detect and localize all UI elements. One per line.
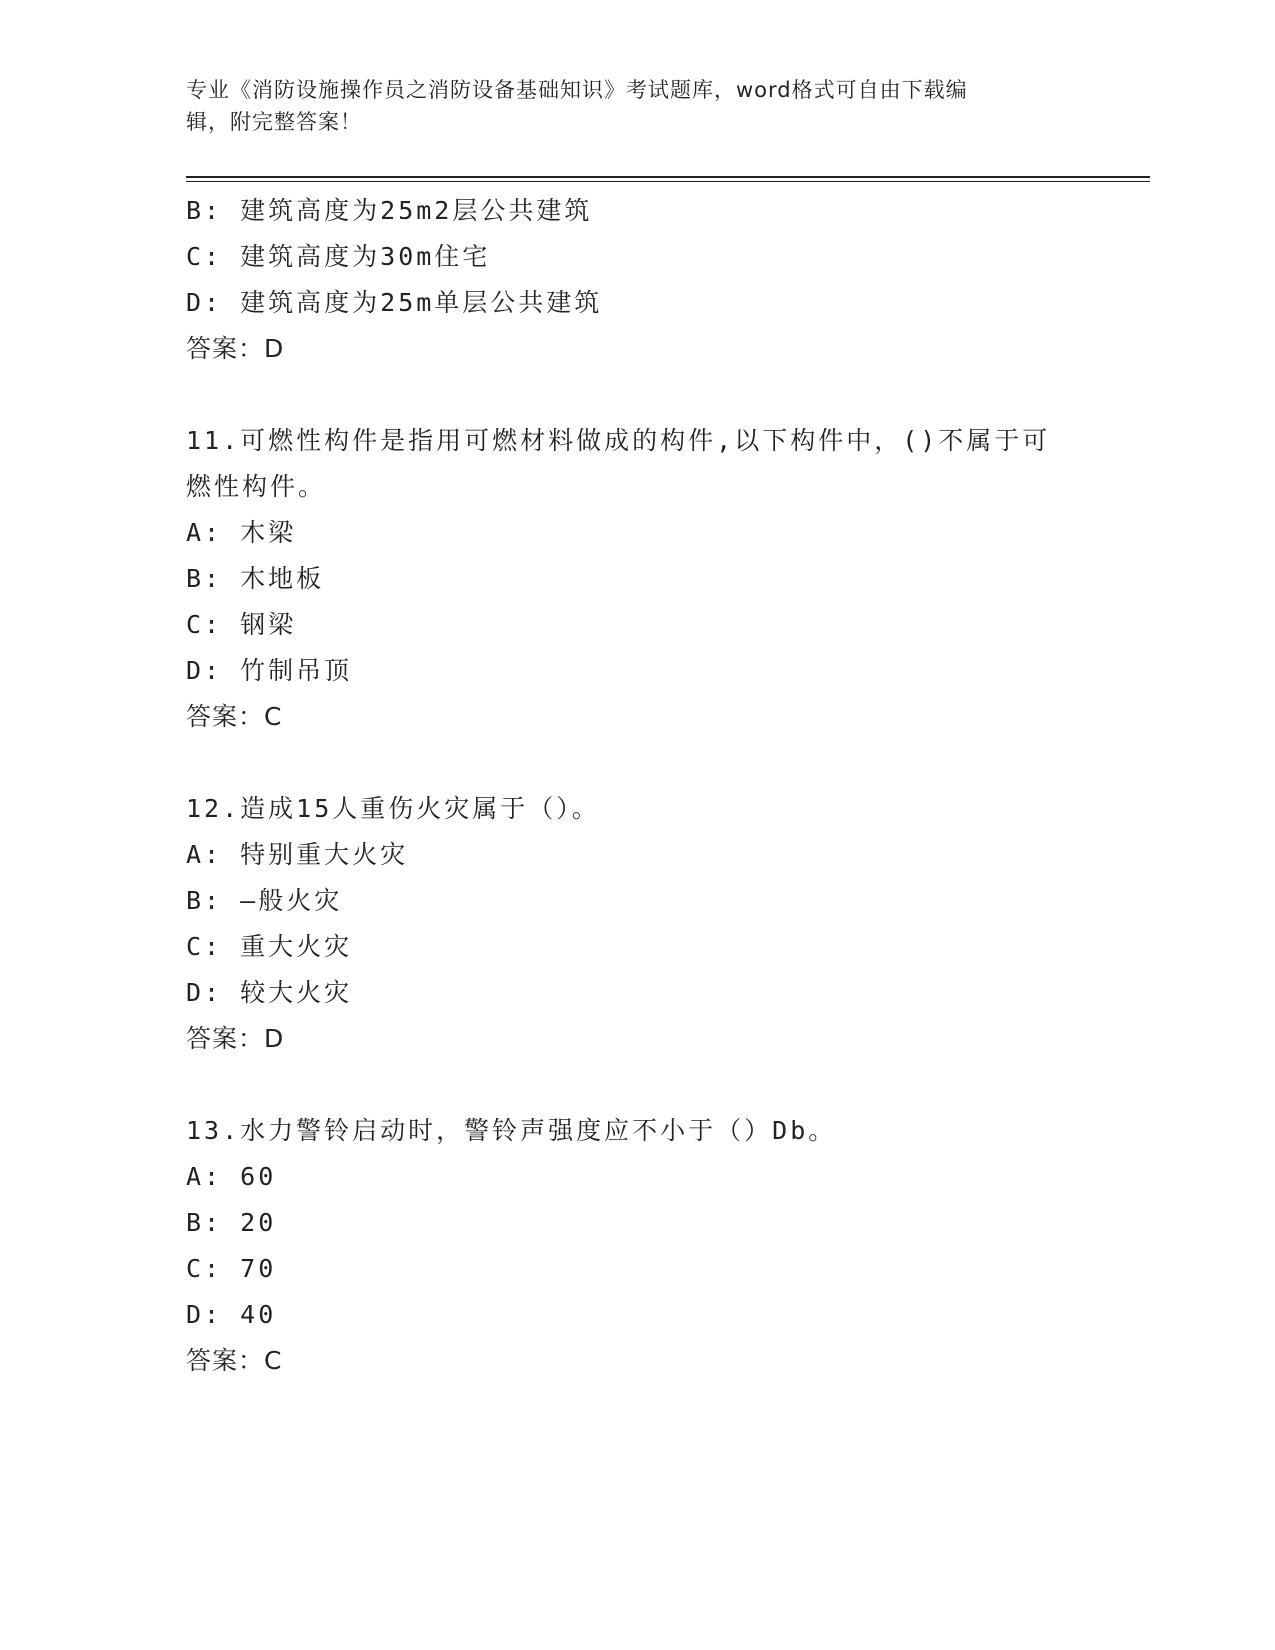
option-d: D: 建筑高度为25m单层公共建筑 xyxy=(186,288,603,317)
header-line-1: 专业《消防设施操作员之消防设备基础知识》考试题库，word格式可自由下载编 xyxy=(186,78,968,102)
option-b: B: 木地板 xyxy=(186,564,325,593)
option-d: D: 较大火灾 xyxy=(186,978,353,1007)
spacer xyxy=(186,372,1086,418)
question-stem: 11.可燃性构件是指用可燃材料做成的构件,以下构件中，()不属于可 xyxy=(186,426,1051,455)
option-c: C: 重大火灾 xyxy=(186,932,353,961)
option-a: A: 特别重大火灾 xyxy=(186,840,409,869)
question-stem: 12.造成15人重伤火灾属于（）。 xyxy=(186,794,600,823)
option-d: D: 40 xyxy=(186,1300,277,1329)
option-b: B: 20 xyxy=(186,1208,277,1237)
header-line-2: 辑，附完整答案！ xyxy=(186,110,362,134)
question-content xyxy=(186,188,1086,1384)
answer: 答案：C xyxy=(186,1346,283,1375)
question-stem-continued: 燃性构件。 xyxy=(186,472,327,501)
answer: 答案：D xyxy=(186,1024,285,1053)
question-11 xyxy=(186,418,1086,740)
option-c: C: 建筑高度为30m住宅 xyxy=(186,242,491,271)
question-12 xyxy=(186,786,1086,1062)
option-a: A: 木梁 xyxy=(186,518,297,547)
answer: 答案：C xyxy=(186,702,283,731)
spacer xyxy=(186,1062,1086,1108)
option-b: B: —般火灾 xyxy=(186,886,343,915)
spacer xyxy=(186,740,1086,786)
question-13 xyxy=(186,1108,1086,1384)
previous-question-tail xyxy=(186,188,1086,372)
document-header xyxy=(186,74,1086,138)
header-rule-thick xyxy=(186,176,1150,178)
option-a: A: 60 xyxy=(186,1162,277,1191)
option-c: C: 钢梁 xyxy=(186,610,297,639)
question-stem: 13.水力警铃启动时，警铃声强度应不小于（）Db。 xyxy=(186,1116,837,1145)
header-rule-thin xyxy=(186,181,1150,182)
option-c: C: 70 xyxy=(186,1254,277,1283)
answer: 答案：D xyxy=(186,334,285,363)
option-d: D: 竹制吊顶 xyxy=(186,656,353,685)
option-b: B: 建筑高度为25m2层公共建筑 xyxy=(186,196,593,225)
